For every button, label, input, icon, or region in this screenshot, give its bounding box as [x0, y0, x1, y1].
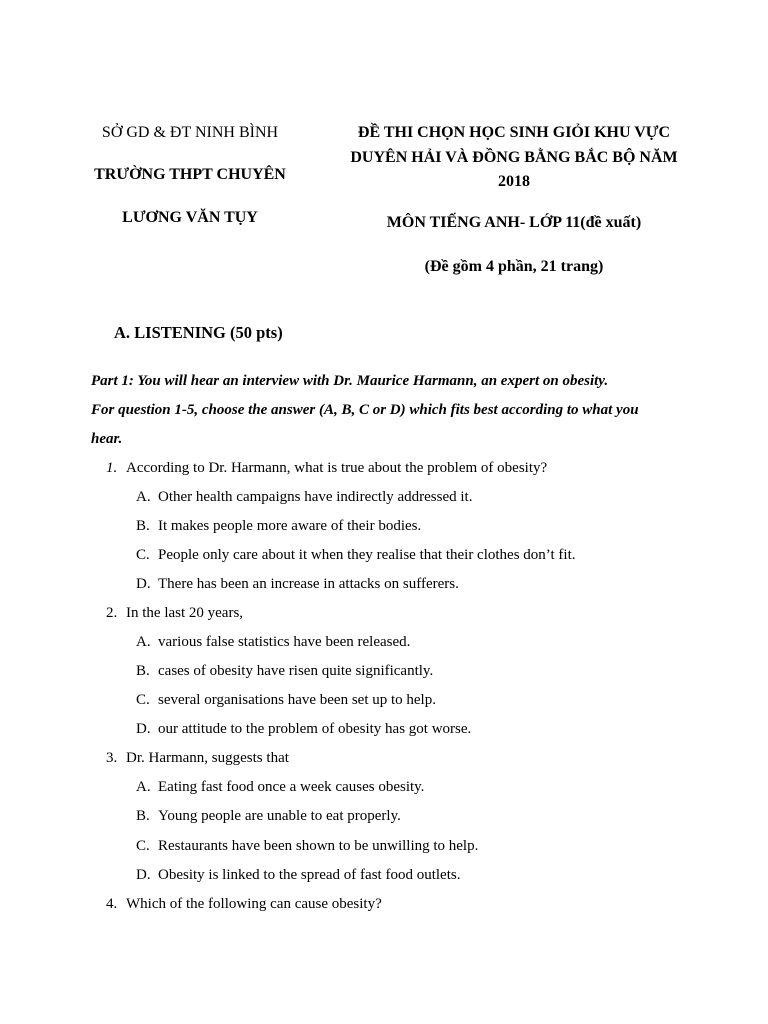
question-1-option-b: [136, 518, 421, 535]
option-text: Eating fast food once a week causes obesity.: [158, 779, 425, 795]
question-text: In the last 20 years,: [126, 605, 244, 621]
part1-instruction-line3: hear.: [91, 431, 123, 447]
question-2-option-a: [136, 634, 410, 651]
option-text: Obesity is linked to the spread of fast food outlets.: [158, 867, 461, 883]
question-3-option-b: [136, 808, 401, 825]
exam-subject: MÔN TIẾNG ANH- LỚP 11(đề xuất): [386, 214, 642, 231]
option-letter: C.: [136, 692, 150, 708]
header-school-line1: TRƯỜNG THPT CHUYÊN: [94, 166, 286, 183]
option-letter: C.: [136, 838, 150, 854]
question-2-option-d: [136, 721, 471, 738]
header-school-line2: LƯƠNG VĂN TỤY: [122, 209, 258, 226]
option-text: several organisations have been set up to help.: [158, 692, 436, 708]
option-letter: A.: [136, 779, 151, 795]
option-text: People only care about it when they realise that their clothes don’t fit.: [158, 547, 576, 563]
question-3-option-a: [136, 779, 424, 796]
part1-instruction-line2: For question 1-5, choose the answer (A, B, C or D) which fits best according to what you: [91, 402, 639, 418]
option-text: our attitude to the problem of obesity has got worse.: [158, 721, 472, 737]
option-letter: A.: [136, 489, 151, 505]
option-text: Young people are unable to eat properly.: [158, 808, 401, 824]
exam-title-line2: DUYÊN HẢI VÀ ĐỒNG BẰNG BẮC BỘ NĂM: [350, 149, 678, 166]
option-letter: C.: [136, 547, 150, 563]
question-3-option-d: [136, 867, 460, 884]
question-3: [106, 750, 289, 767]
question-4: [106, 896, 382, 913]
option-text: cases of obesity have risen quite significantly.: [158, 663, 434, 679]
exam-title-line1: ĐỀ THI CHỌN HỌC SINH GIỎI KHU VỰC: [357, 124, 671, 141]
question-number: 1.: [106, 460, 118, 476]
part1-instruction-line1: Part 1: You will hear an interview with Dr. Maurice Harmann, an expert on obesity.: [91, 373, 609, 389]
option-letter: D.: [136, 576, 151, 592]
option-text: Restaurants have been shown to be unwilling to help.: [158, 838, 479, 854]
question-2-option-b: [136, 663, 433, 680]
option-letter: D.: [136, 721, 151, 737]
option-letter: B.: [136, 663, 150, 679]
option-text: various false statistics have been released.: [158, 634, 411, 650]
option-text: There has been an increase in attacks on sufferers.: [158, 576, 459, 592]
question-number: 2.: [106, 605, 118, 621]
option-letter: D.: [136, 867, 151, 883]
header-department: SỞ GD & ĐT NINH BÌNH: [101, 124, 279, 141]
question-number: 4.: [106, 896, 118, 912]
question-1: [106, 460, 547, 477]
question-text: According to Dr. Harmann, what is true about the problem of obesity?: [126, 460, 548, 476]
question-text: Dr. Harmann, suggests that: [126, 750, 289, 766]
question-1-option-c: [136, 547, 576, 564]
question-2: [106, 605, 243, 622]
question-2-option-c: [136, 692, 436, 709]
question-1-option-d: [136, 576, 459, 593]
option-letter: A.: [136, 634, 151, 650]
option-text: It makes people more aware of their bodies.: [158, 518, 422, 534]
option-text: Other health campaigns have indirectly addressed it.: [158, 489, 473, 505]
option-letter: B.: [136, 518, 150, 534]
question-3-option-c: [136, 838, 478, 855]
question-1-option-a: [136, 489, 472, 506]
question-number: 3.: [106, 750, 118, 766]
exam-note: (Đề gồm 4 phần, 21 trang): [424, 258, 604, 275]
option-letter: B.: [136, 808, 150, 824]
exam-title-year: 2018: [498, 173, 530, 190]
section-title: A. LISTENING (50 pts): [114, 323, 283, 342]
question-text: Which of the following can cause obesity?: [126, 896, 382, 912]
